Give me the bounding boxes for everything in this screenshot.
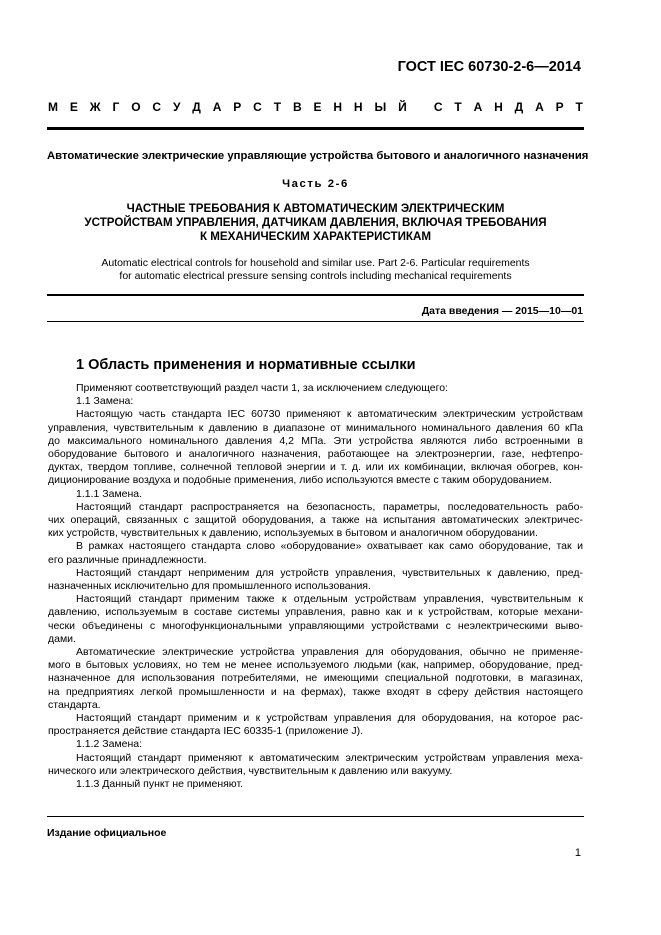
body-line: стандарта.: [48, 698, 101, 711]
body-line: 1.1.3 Данный пункт не применяют.: [76, 778, 244, 791]
banner-letter: Н: [333, 100, 343, 114]
date-rule: [47, 321, 584, 322]
body-line: В рамках настоящего стандарта слово «оборудование» охватывает как само оборудование, так и: [76, 540, 583, 553]
body-line: Применяют соответствующий раздел части 1, за исключением следующего:: [76, 382, 448, 394]
banner-letter: Г: [112, 100, 120, 114]
page-number: 1: [574, 847, 581, 859]
body-line: ких устройств, чувствительных к давлению, используемых в бытовом и аналогичном оборудовании.: [48, 527, 538, 540]
banner-letter: Е: [69, 100, 78, 114]
part-title-line: ЧАСТНЫЕ ТРЕБОВАНИЯ К АВТОМАТИЧЕСКИМ ЭЛЕКТРИЧЕСКИМ: [126, 202, 505, 215]
body-line: пространяется действие стандарта IEC 60335-1 (приложение J).: [48, 725, 363, 738]
banner-letter: Н: [353, 100, 363, 114]
banner-letter: Д: [192, 100, 201, 114]
title-rule: [47, 294, 584, 296]
banner-letter: С: [253, 100, 262, 114]
body-line: 1.1.2 Замена:: [76, 738, 143, 751]
interstate-standard-banner: [48, 100, 583, 114]
banner-letter: Т: [273, 100, 282, 114]
banner-letter: Е: [313, 100, 322, 114]
body-line: до максимального номинального давления 4,2 МПа. Эти устройства являются либо встроенными в: [48, 434, 583, 447]
body-line: 1.1 Замена:: [76, 395, 134, 408]
body-line: 1.1.1 Замена.: [76, 487, 143, 500]
banner-letter: В: [292, 100, 302, 114]
body-line: дуктах, твердом топливе, солнечной тепловой энергии и т. д. или их комбинации, включая обогрев, кон-: [48, 461, 583, 474]
official-edition-label: Издание официальное: [47, 827, 167, 839]
banner-letter: М: [48, 100, 58, 114]
document-code: ГОСТ IEC 60730-2-6—2014: [397, 59, 581, 75]
banner-letter: А: [212, 100, 222, 114]
body-line: мого в бытовых условиях, но тем не менее используемого людьми (как, например, оборудование, пред-: [48, 659, 583, 672]
banner-letter: А: [535, 100, 544, 114]
english-title: [47, 257, 584, 283]
body-line: давлению, используемым в составе системы управления, равно как и к устройствам, которые механи-: [48, 606, 583, 619]
body-line: Настоящую часть стандарта IEC 60730 применяют к автоматическим электрическим устройствам: [76, 408, 583, 421]
part-title: [47, 202, 584, 244]
part-number: Часть 2-6: [282, 178, 349, 190]
banner-letter: Ы: [374, 100, 387, 114]
part-title-line: УСТРОЙСТВАМ УПРАВЛЕНИЯ, ДАТЧИКАМ ДАВЛЕНИЯ, ВКЛЮЧАЯ ТРЕБОВАНИЯ: [84, 216, 547, 229]
body-line: Настоящий стандарт распространяется на безопасность, параметры, последовательность рабо-: [76, 500, 583, 513]
body-line: диционирование воздуха и подобные применения, либо используются вместе с таким оборудованием.: [48, 474, 552, 487]
banner-letter: Д: [514, 100, 524, 114]
banner-letter: Ж: [89, 100, 101, 114]
banner-letter: С: [433, 100, 443, 114]
banner-letter: Т: [454, 100, 462, 114]
banner-letter: У: [172, 100, 181, 114]
banner-letter: Р: [233, 100, 242, 114]
body-line: Настоящий стандарт применим также к отдельным устройствам управления, чувствительным к: [76, 593, 583, 606]
english-title-line: for automatic electrical pressure sensing controls including mechanical requirements: [119, 270, 512, 282]
standard-title: Автоматические электрические управляющие устройства бытового и аналогичного назначения: [47, 150, 589, 162]
banner-letter: [419, 100, 422, 114]
body-line: Настоящий стандарт применим и к устройствам управления для оборудования, на которое рас-: [76, 712, 583, 725]
body-line: оборудование бытового и аналогичного назначения, работающее на электроэнергии, газе, нефтепро-: [48, 448, 583, 461]
banner-letter: Н: [494, 100, 503, 114]
section-body: [48, 382, 583, 791]
body-line: назначенное для использования потребителями, не имеющими специальной подготовки, в магазинах,: [48, 672, 583, 685]
body-line: Автоматические электрические устройства управления для оборудования, обычно не применяе-: [76, 646, 583, 659]
body-line: чески объединены с многофункциональными управляющими устройствами с неэлектрическими выво-: [48, 619, 583, 632]
banner-letter: С: [152, 100, 162, 114]
footer-rule: [47, 816, 584, 817]
banner-letter: Й: [398, 100, 407, 114]
body-line: нического или электрического действия, чувствительным к давлению или вакууму.: [48, 764, 453, 777]
body-line: управления, чувствительным к давлению в диапазоне от минимального номинального давления 60 кПа: [48, 421, 583, 434]
body-line: его различные принадлежности.: [48, 553, 207, 566]
body-line: Настоящий стандарт неприменим для устройств управления, чувствительных к давлению, пред-: [76, 566, 583, 579]
banner-letter: А: [473, 100, 483, 114]
body-line: чих операций, связанных с защитой оборудования, а также на испытания автоматических электричес-: [48, 514, 583, 527]
banner-letter: О: [131, 100, 141, 114]
body-line: на предприятиях легкой промышленности и на фермах), также входят в сферу действия настоящего: [48, 685, 583, 698]
body-line: дами.: [48, 632, 76, 645]
part-title-line: К МЕХАНИЧЕСКИМ ХАРАКТЕРИСТИКАМ: [199, 230, 432, 243]
section-heading: 1 Область применения и нормативные ссылки: [76, 357, 416, 373]
english-title-line: Automatic electrical controls for household and similar use. Part 2-6. Particular requirements: [101, 257, 530, 269]
body-line: Настоящий стандарт применяют к автоматическим электрическим устройствам управления меха-: [76, 751, 583, 764]
header-rule: [47, 127, 584, 130]
body-line: назначенных исключительно для промышленного использования.: [48, 580, 371, 593]
introduction-date: Дата введения — 2015—10—01: [421, 305, 583, 317]
banner-letter: Т: [575, 100, 583, 114]
banner-letter: Р: [555, 100, 564, 114]
